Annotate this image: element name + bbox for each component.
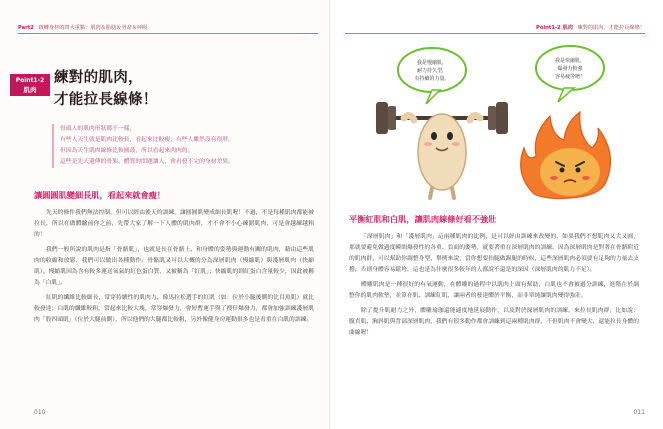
left-header-rule	[18, 33, 318, 34]
left-running-head	[18, 24, 147, 31]
bubble-right-line: 我是快縮肌，	[554, 58, 586, 64]
body-paragraph: 體雕肌肉是一種很好的有氧運動，在體雕的過程中以肌肉上頭有幫助，白肌也不會被過分訓練，進階在於調整你的肌肉軟墊，並算在肌、訓練紅肌，讓兩者的發達體於平衡，而非單純讓肌肉變得強壯。	[349, 282, 639, 299]
speech-bubble-slow-twitch	[398, 48, 466, 104]
chapter-title-line-2: 才能拉長線條！	[54, 91, 158, 108]
intro-block	[60, 124, 320, 168]
left-running-head-text: 啟轉身材的四大重點：肌肉＆脂肪＆骨盆＆呼吸	[38, 25, 148, 31]
chapter-title-line-1: 練對的肌肉，	[54, 69, 143, 86]
intro-line: 骨頭人的肌肉形狀都不一樣，	[60, 126, 136, 132]
left-page	[0, 0, 331, 429]
body-paragraph: 「深層肌肉」和「淺層肌肉」這兩種肌肉的比例，是可以經由訓練來改變的，如果我們不想肌肉又大又圓，那就要避免做過度瞬間爆發性的各重、負面的姿勢，就要著重在深層肌肉的訓練。因為深層肌肉是對著在骨骼附近的肌肉群，可以幫助你調整身型，舉例來說，當你想要抬腿做踢腿的時候，這些深層肌肉必須要有足夠的力量去支撐，否則身體容易鬆垮，這也是為什麼很多較年的人都說不還是的深因（深層肌肉的肌力不足）。	[349, 234, 639, 273]
right-section-title: 平衡紅肌和白肌，讓肌肉線條好看不強壯	[349, 214, 497, 224]
bubble-right-line: 爆發力較強	[557, 66, 583, 72]
right-header-rule	[345, 33, 645, 34]
intro-line: 這些是先天遺傳的骨架、體質的問題讓人，會看發不完的身材差異。	[60, 159, 234, 165]
bubble-left-line: 有持續的力量。	[414, 76, 450, 82]
right-running-head	[536, 24, 645, 31]
bubble-left-line: 我是慢縮肌，	[416, 60, 448, 66]
slow-twitch-muscle-character	[404, 114, 480, 198]
muscle-characters-illustration	[374, 44, 634, 204]
fast-twitch-muscle-character	[521, 112, 611, 199]
left-section-title: 讓圓圓肌變細長肌，看起來就會瘦！	[34, 190, 166, 200]
right-body	[349, 232, 639, 343]
left-page-number: 010	[34, 409, 46, 416]
right-page-number: 011	[633, 409, 645, 416]
body-paragraph: 紅肌的纖維比較細長，常穿持續性的肌肉力，像馬拉松選手的紅肌（如：位於小腿後側的比目魚肌）就比較發達；白肌的纖維較粗，常起來比較大塊，常穿爆發力，會短暫運手與了搜什爆發力，都會加強訓練淺層肌肉「股四頭肌」（位於大腿前側），所以他們的大腿都比較粗，另外像健身房運動很多也是看重在白肌的訓練。	[34, 295, 314, 323]
speech-bubble-fast-twitch	[536, 46, 604, 102]
intro-line: 有些人天生就是肌肉比較長，看起來比較瘦；有些人雖然沒有很胖，	[60, 137, 234, 143]
part-label: Part2	[18, 25, 34, 31]
point-badge	[10, 74, 50, 96]
intro-line: 但因為天生肌肉線條比較圓鼓，所以看起來肉肉的。	[60, 148, 194, 154]
bubble-right-line: 容易疲勞唷！	[554, 74, 586, 80]
intro-accent-bar	[52, 124, 54, 168]
body-paragraph: 我們一般所說的肌肉是指「骨骼肌」，也就是長在骨骼上、和身體的姿勢與運動有關的肌肉，藉由這些肌肉的收縮和放鬆，我們可以做出各種動作。骨骼肌又可以大概的分為深層肌肉（慢縮肌）與淺層肌肉（快縮肌）。慢縮肌因為含有較多運送氧氣的紅色蛋白質，又被稱為「紅肌」；快縮肌的則紅蛋白含量較少，因此被稱為「白肌」。	[34, 247, 314, 286]
point-number: Point1-2	[15, 77, 45, 84]
body-paragraph: 除了提升肌耐力之外，體雕瑜珈還能適度地延展動作，以及對於深層肌肉的訓練，來拉長肌肉群，比如說：腹直肌、胸斜肌與背部深層肌肉，我們有很多動作都會訓練到這兩種肌肉群，不但肌肉不會變大，還能拉長身體的曲線喔！	[349, 308, 639, 336]
body-paragraph: 先天的條件我們無法控制，但可以經由後天的訓練，讓圓圓肌變成細長肌喔！不過，不是每種肌肉都能被拉長，所以在做體驗前你之前，先帶大家了解一下人體的肌肉群，才不會不小心練錯肌肉，可是會越練越粗的！	[34, 210, 314, 238]
right-running-head-text: 練對的肌肉，才能拉長線條！	[577, 25, 645, 31]
bubble-left-line: 耐力持久型，	[416, 68, 448, 74]
right-point-label: Point1-2 肌肉	[536, 25, 573, 31]
left-body	[34, 208, 314, 330]
point-category: 肌肉	[23, 86, 37, 94]
